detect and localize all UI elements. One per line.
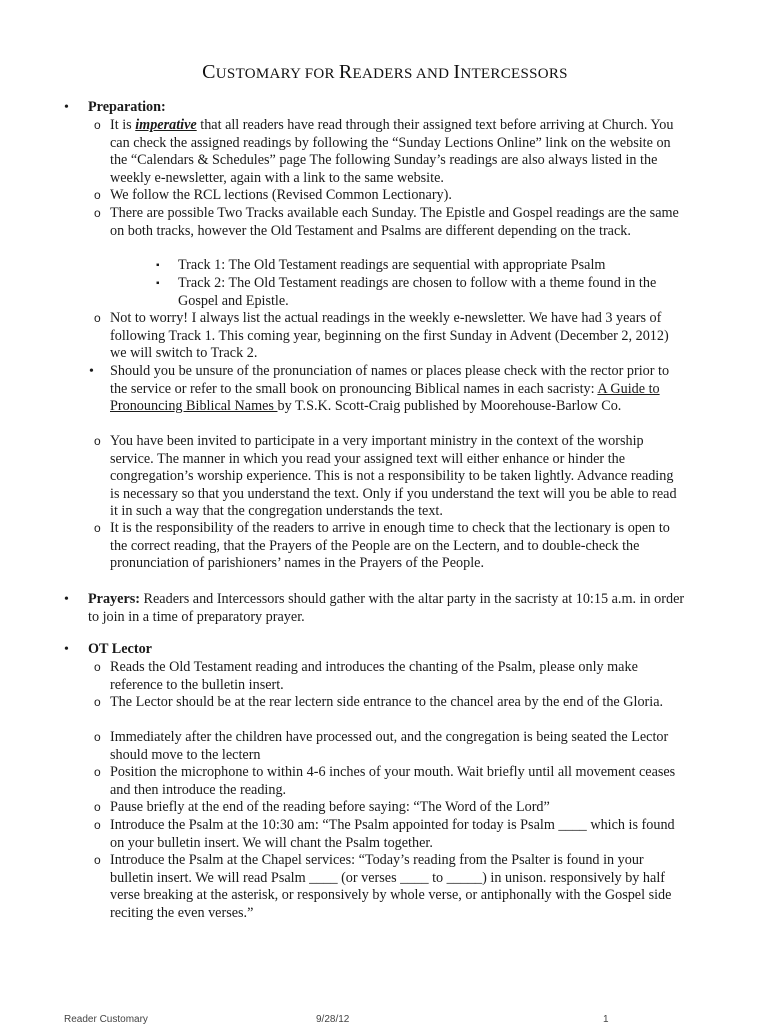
preparation-heading: Preparation:: [88, 99, 166, 115]
bullet-disc: •: [64, 100, 69, 115]
list-item: o Position the microphone to within 4-6 inches of your mouth. Wait briefly until all movement ceases and then introduce the reading.: [94, 764, 676, 798]
list-item: o The Lector should be at the rear lectern side entrance to the chancel area by the end of the Gloria.: [94, 694, 664, 710]
list-item: ▪ Track 1: The Old Testament readings are sequential with appropriate Psalm: [156, 257, 606, 273]
ot-lector-heading: OT Lector: [88, 641, 152, 657]
page-footer: [0, 1012, 770, 1024]
prayers-heading: Prayers:: [88, 591, 140, 607]
list-item: • Should you be unsure of the pronunciation of names or places please check with the rector prior to the service or refer to the small book on pronouncing Biblical names in each sacristy: A Guide to Pronouncing Biblical Names by T.S.K. Scott-Craig published by Moorehouse-Barlow Co.: [89, 363, 670, 415]
page-title: CUSTOMARY FOR READERS AND INTERCESSORS: [202, 61, 568, 83]
prayers-paragraph: Prayers: Readers and Intercessors should gather with the altar party in the sacristy at 10:15 a.m. in order to join in a time of preparatory prayer.: [88, 591, 685, 625]
footer-date: 9/28/12: [316, 1014, 350, 1024]
book-title-link: A Guide to Pronouncing Biblical Names: [110, 380, 660, 415]
list-item: o Not to worry! I always list the actual readings in the weekly e-newsletter. We have had 3 years of following Track 1. This coming year, beginning on the first Sunday in Advent (December 2, 2012) we will switch to Track 2.: [94, 310, 669, 362]
list-item: o We follow the RCL lections (Revised Common Lectionary).: [94, 187, 452, 203]
list-item: o It is the responsibility of the readers to arrive in enough time to check that the lectionary is open to the correct reading, that the Prayers of the People are on the Lectern, and to double-check the pronunciation of parishioners’ names in the Prayers of the People.: [94, 520, 670, 572]
footer-left: Reader Customary: [64, 1014, 148, 1024]
bullet-disc: •: [64, 592, 69, 607]
list-item: o You have been invited to participate in a very important ministry in the context of the worship service. The manner in which you read your assigned text will either enhance or hinder the congregation’s worship experience. This is not a responsibility to be taken lightly. Advance reading is necessary so that you understand the text. Only if you understand the text will you be able to read it in such a way that the congregation understands the text.: [94, 433, 677, 520]
bullet-disc: •: [64, 642, 69, 657]
list-item: o It is imperative that all readers have read through their assigned text before arriving at Church. You can check the assigned readings by following the “Sunday Lections Online” link on the website on the “Calendars & Schedules” page The following Sunday’s readings are also always listed in the weekly e-newsletter, again with a link to the same website.: [94, 117, 674, 186]
list-item: o There are possible Two Tracks available each Sunday. The Epistle and Gospel readings are the same on both tracks, however the Old Testament and Psalms are different depending on the track.: [94, 205, 679, 239]
list-item: o Introduce the Psalm at the Chapel services: “Today’s reading from the Psalter is found in your bulletin insert. We will read Psalm ____ (or verses ____ to _____) in unison. responsively by half verse breaking at the asterisk, or responsively by whole verse, or antiphonally with the Gospel side reciting the even verses.”: [94, 852, 672, 921]
footer-page-number: 1: [603, 1014, 609, 1024]
list-item: o Introduce the Psalm at the 10:30 am: “The Psalm appointed for today is Psalm ____ which is found on your bulletin insert. We will chant the Psalm together.: [94, 817, 675, 851]
list-item: o Pause briefly at the end of the reading before saying: “The Word of the Lord”: [94, 799, 550, 815]
list-item: o Reads the Old Testament reading and introduces the chanting of the Psalm, please only make reference to the bulletin insert.: [94, 659, 638, 693]
list-item: o Immediately after the children have processed out, and the congregation is being seated the Lector should move to the lectern: [94, 729, 669, 763]
list-item: ▪ Track 2: The Old Testament readings are chosen to follow with a theme found in the Gospel and Epistle.: [156, 275, 657, 309]
